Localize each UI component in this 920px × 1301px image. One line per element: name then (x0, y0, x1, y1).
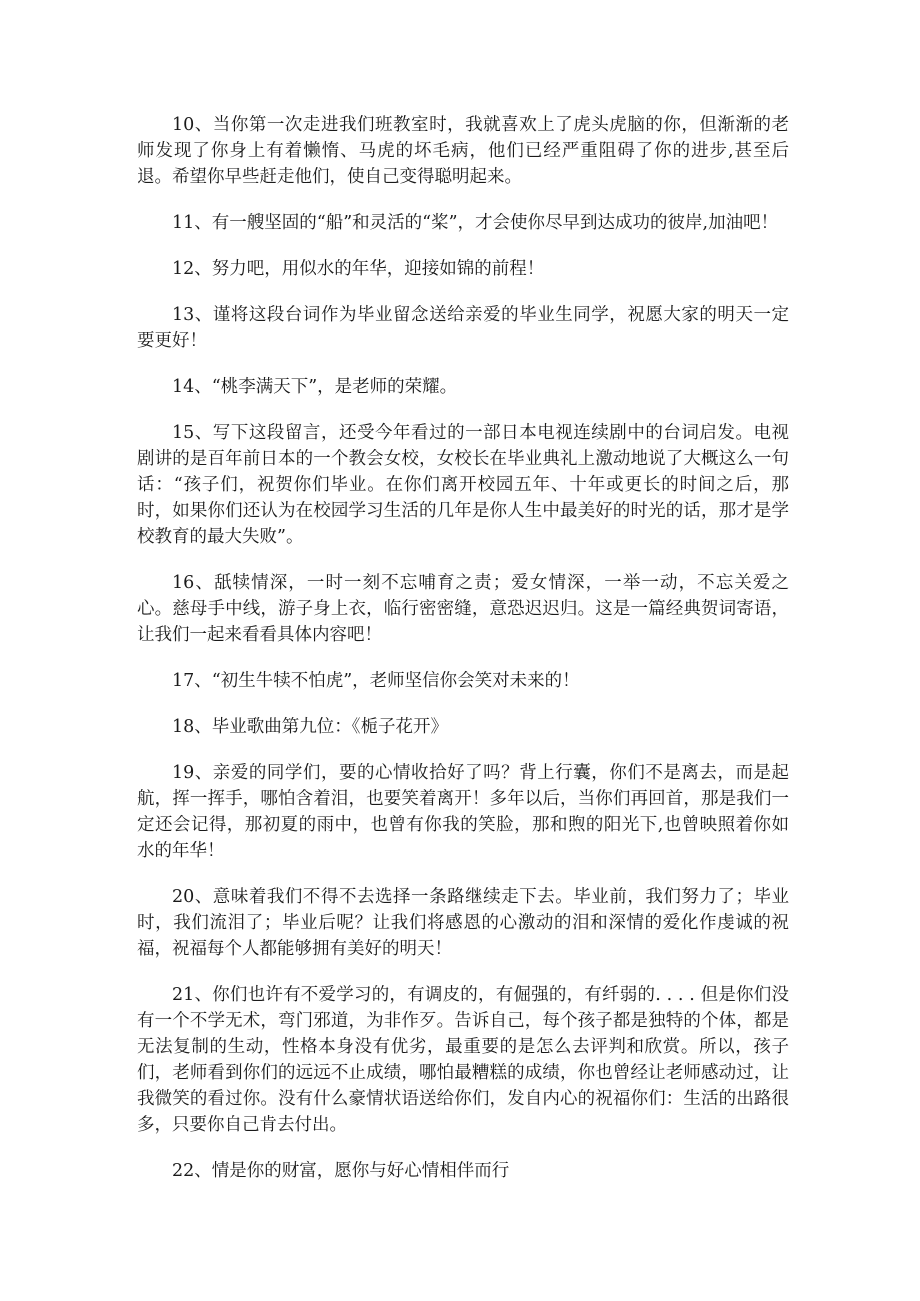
paragraph-15: 15、写下这段留言，还受今年看过的一部日本电视连续剧中的台词启发。电视剧讲的是百年前日本的一个教会女校，女校长在毕业典礼上激动地说了大概这么一句话：“孩子们，祝贺你们毕业。在你们离开校园五年、十年或更长的时间之后，那时，如果你们还认为在校园学习生活的几年是你人生中最美好的时光的话，那才是学校教育的最大失败”。 (137, 423, 789, 547)
paragraph-14: 14、“桃李满天下”，是老师的荣耀。 (172, 377, 458, 397)
paragraph-12: 12、努力吧，用似水的年华，迎接如锦的前程！ (172, 259, 545, 279)
document-body (137, 112, 789, 1204)
paragraph-13: 13、谨将这段台词作为毕业留念送给亲爱的毕业生同学，祝愿大家的明天一定要更好！ (137, 305, 789, 351)
paragraph-22: 22、情是你的财富，愿你与好心情相伴而行 (172, 1161, 510, 1181)
paragraph-21: 21、你们也许有不爱学习的，有调皮的，有倔强的，有纤弱的. . . . 但是你们没有一个不学无术，弯门邪道，为非作歹。告诉自己，每个孩子都是独特的个体，都是无法复制的生动，性格本身没有优劣，最重要的是怎么去评判和欣赏。所以，孩子们，老师看到你们的远远不止成绩，哪怕最糟糕的成绩，你也曾经让老师感动过，让我微笑的看过你。没有什么豪情状语送给你们，发自内心的祝福你们：生活的出路很多，只要你自己肯去付出。 (137, 985, 789, 1135)
paragraph-11: 11、有一艘坚固的“船”和灵活的“桨”，才会使你尽早到达成功的彼岸,加油吧！ (172, 213, 779, 233)
paragraph-18: 18、毕业歌曲第九位：《栀子花开》 (172, 717, 449, 737)
paragraph-19: 19、亲爱的同学们，要的心情收拾好了吗？背上行囊，你们不是离去，而是起航，挥一挥手，哪怕含着泪，也要笑着离开！多年以后，当你们再回首，那是我们一定还会记得，那初夏的雨中，也曾有你我的笑脸，那和煦的阳光下,也曾映照着你如水的年华！ (137, 763, 789, 861)
paragraph-20: 20、意味着我们不得不去选择一条路继续走下去。毕业前，我们努力了；毕业时，我们流泪了；毕业后呢？让我们将感恩的心激动的泪和深情的爱化作虔诚的祝福，祝福每个人都能够拥有美好的明天！ (137, 887, 789, 959)
paragraph-17: 17、“初生牛犊不怕虎”，老师坚信你会笑对未来的！ (172, 671, 580, 691)
paragraph-10: 10、当你第一次走进我们班教室时，我就喜欢上了虎头虎脑的你，但渐渐的老师发现了你身上有着懒惰、马虎的坏毛病，他们已经严重阻碍了你的进步,甚至后退。希望你早些赶走他们，使自己变得聪明起来。 (137, 115, 789, 187)
paragraph-16: 16、舐犊情深，一时一刻不忘哺育之责；爱女情深，一举一动，不忘关爱之心。慈母手中线，游子身上衣，临行密密缝，意恐迟迟归。这是一篇经典贺词寄语，让我们一起来看看具体内容吧！ (137, 573, 789, 645)
